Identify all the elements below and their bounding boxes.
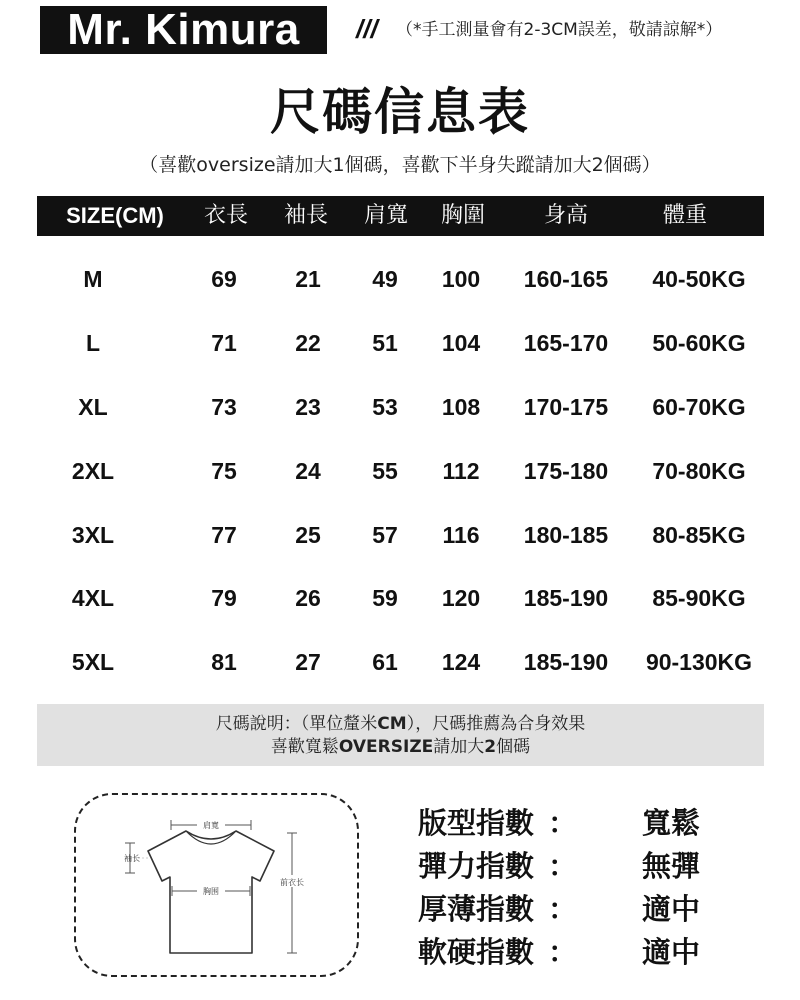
column-header-shoulder: 肩寬	[363, 203, 408, 228]
chest-cell: 112	[442, 458, 480, 484]
length-cell: 73	[211, 394, 237, 420]
shoulder-cell: 61	[372, 649, 398, 675]
shoulder-cell: 57	[372, 522, 398, 548]
chest-cell: 104	[441, 330, 481, 356]
size-info-band	[37, 704, 764, 766]
sleeve-cell: 25	[295, 522, 321, 548]
tshirt-diagram	[76, 795, 361, 979]
size-cell: M	[83, 266, 103, 292]
column-header-length: 衣長	[203, 203, 248, 228]
chest-cell: 124	[441, 649, 481, 675]
sleeve-cell: 27	[295, 649, 321, 675]
page-title: 尺碼信息表	[270, 83, 530, 141]
height-cell: 160-165	[523, 266, 609, 292]
shoulder-width-label: 肩寬	[203, 821, 219, 830]
spec-fit-value: 寬鬆	[642, 806, 701, 840]
table-row	[0, 578, 800, 618]
weight-cell: 60-70KG	[652, 394, 746, 420]
height-cell: 170-175	[523, 394, 609, 420]
size-table-header	[37, 196, 764, 236]
weight-cell: 80-85KG	[652, 522, 746, 548]
brand-logo: Mr. Kimura	[40, 6, 327, 54]
header-slashes: ///	[356, 14, 378, 44]
height-cell: 175-180	[523, 458, 609, 484]
length-cell: 81	[211, 649, 237, 675]
front-length-label: 前衣长	[280, 878, 304, 887]
sleeve-cell: 26	[295, 585, 321, 611]
spec-softness-value: 適中	[642, 935, 701, 969]
spec-thickness-value: 適中	[642, 892, 701, 926]
shoulder-cell: 53	[372, 394, 398, 420]
chest-cell: 116	[442, 522, 480, 548]
column-header-weight: 體重	[662, 203, 707, 228]
height-cell: 185-190	[523, 585, 609, 611]
size-cell: 3XL	[71, 522, 115, 548]
sleeve-cell: 23	[295, 394, 321, 420]
shoulder-cell: 55	[372, 458, 398, 484]
length-cell: 71	[211, 330, 237, 356]
spec-softness-label: 軟硬指數	[418, 935, 535, 969]
spec-softness	[418, 930, 778, 974]
spec-fit-label: 版型指數	[418, 806, 535, 840]
spec-softness-colon: ：	[548, 935, 578, 969]
height-cell: 180-185	[523, 522, 609, 548]
chest-width-label: 胸围	[203, 887, 219, 896]
sleeve-cell: 21	[295, 266, 321, 292]
spec-elasticity	[418, 844, 778, 888]
info-line-1: 尺碼說明：（單位釐米CM），尺碼推薦為合身效果	[215, 714, 586, 734]
spec-thickness-label: 厚薄指數	[418, 892, 535, 926]
shoulder-cell: 59	[372, 585, 398, 611]
size-cell: 2XL	[71, 458, 115, 484]
page-subtitle: （喜歡oversize請加大1個碼，喜歡下半身失蹤請加大2個碼）	[139, 154, 661, 176]
table-row	[0, 323, 800, 363]
weight-cell: 90-130KG	[645, 649, 753, 675]
table-row	[0, 451, 800, 491]
table-row	[0, 259, 800, 299]
spec-fit	[418, 801, 778, 845]
length-cell: 77	[211, 522, 237, 548]
shoulder-cell: 49	[372, 266, 398, 292]
height-cell: 165-170	[523, 330, 609, 356]
sleeve-cell: 24	[295, 458, 321, 484]
table-row	[0, 642, 800, 682]
measurement-diagram	[74, 793, 359, 977]
size-cell: XL	[78, 394, 108, 420]
column-header-chest: 胸圍	[440, 203, 485, 228]
column-header-sleeve: 袖長	[283, 203, 328, 228]
table-row	[0, 387, 800, 427]
weight-cell: 40-50KG	[652, 266, 746, 292]
size-cell: L	[85, 330, 101, 356]
weight-cell: 85-90KG	[652, 585, 746, 611]
spec-thickness-colon: ：	[548, 892, 578, 926]
spec-elasticity-colon: ：	[548, 849, 578, 883]
sleeve-cell: 22	[295, 330, 321, 356]
chest-cell: 100	[441, 266, 481, 292]
shoulder-cell: 51	[372, 330, 398, 356]
column-header-height: 身高	[543, 203, 588, 228]
measurement-note: （*手工測量會有2-3CM誤差，敬請諒解*）	[396, 20, 723, 40]
spec-fit-colon: ：	[548, 806, 578, 840]
spec-elasticity-label: 彈力指數	[418, 849, 535, 883]
length-cell: 79	[211, 585, 237, 611]
size-cell: 5XL	[71, 649, 115, 675]
column-header-size: SIZE(CM)	[66, 203, 164, 228]
height-cell: 185-190	[523, 649, 609, 675]
info-line-2: 喜歡寬鬆OVERSIZE請加大2個碼	[270, 737, 531, 757]
table-row	[0, 515, 800, 555]
weight-cell: 70-80KG	[652, 458, 746, 484]
length-cell: 69	[211, 266, 237, 292]
chest-cell: 108	[441, 394, 481, 420]
chest-cell: 120	[441, 585, 481, 611]
spec-thickness	[418, 887, 778, 931]
spec-elasticity-value: 無彈	[642, 849, 701, 883]
sleeve-length-label: 袖长	[124, 854, 140, 863]
weight-cell: 50-60KG	[652, 330, 746, 356]
length-cell: 75	[211, 458, 237, 484]
size-cell: 4XL	[71, 585, 115, 611]
